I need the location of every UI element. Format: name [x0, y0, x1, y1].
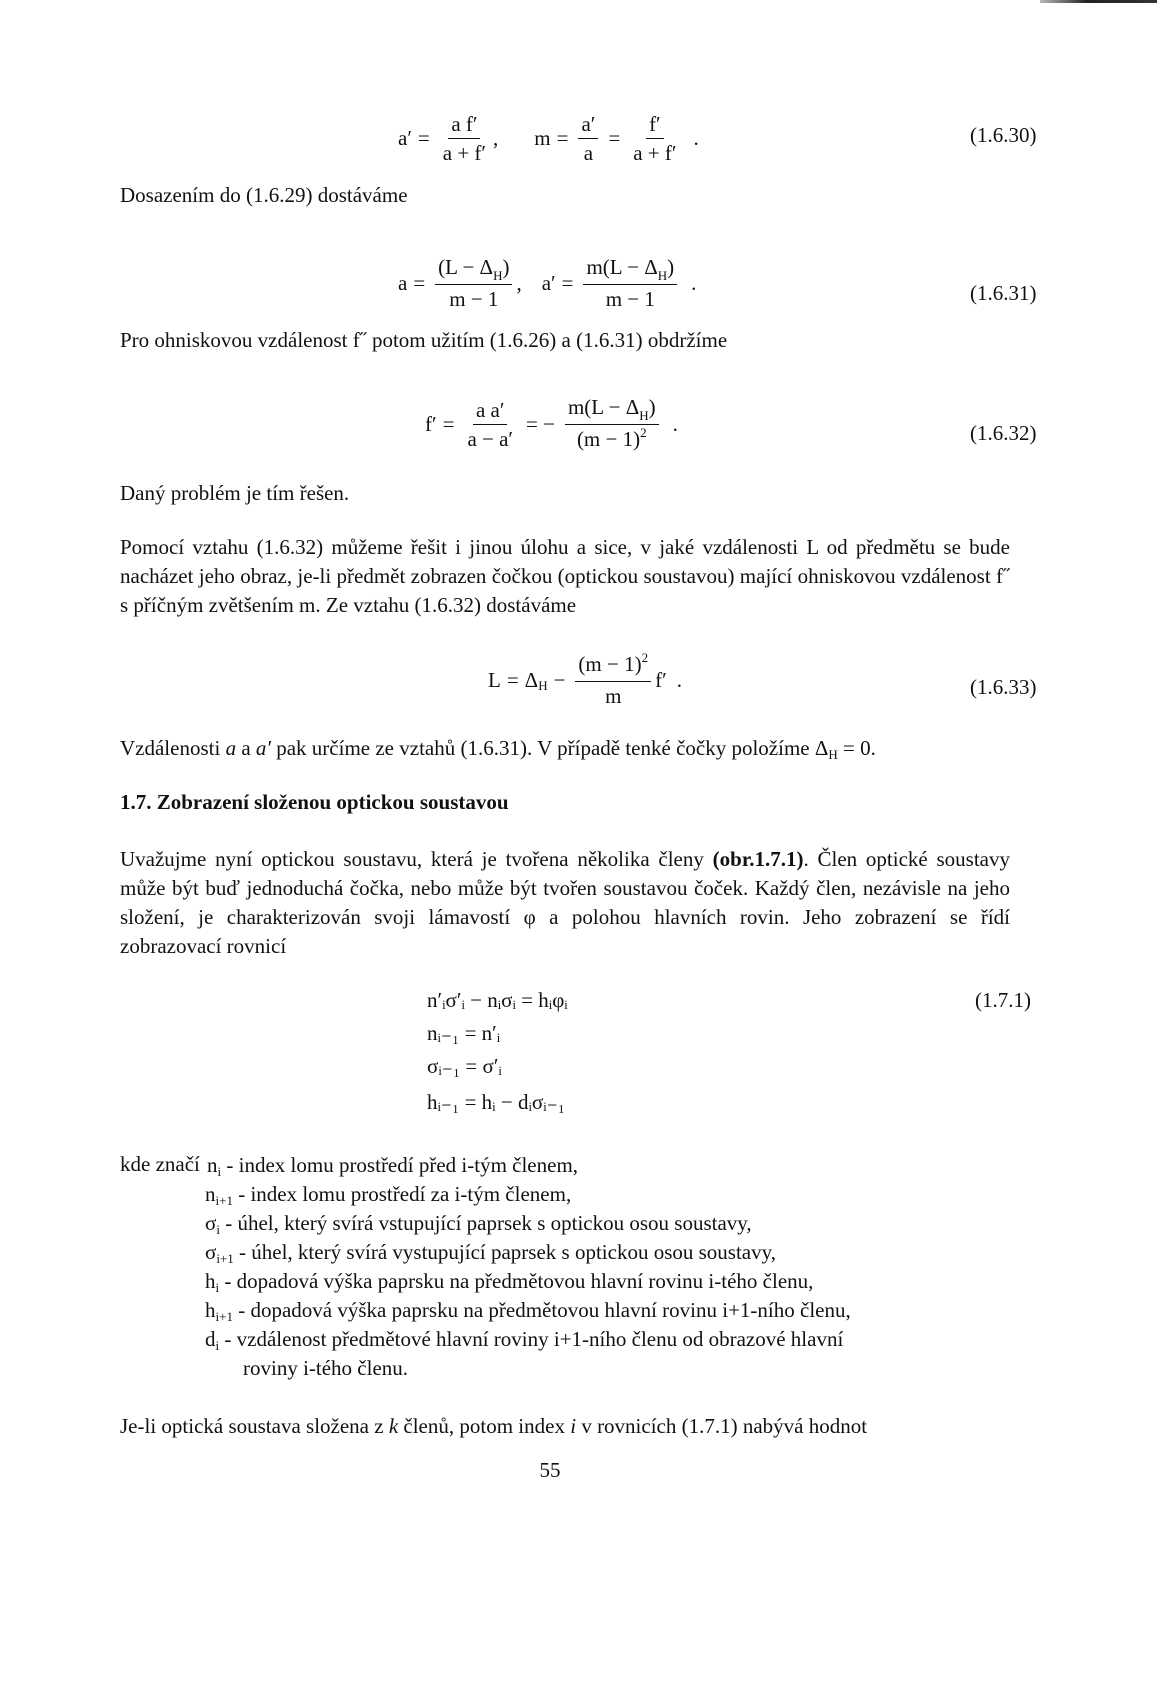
subscript: i+1	[216, 1251, 234, 1266]
eq-operator: =	[561, 270, 574, 295]
italic-var: a	[225, 736, 237, 760]
symbol: h	[205, 1298, 216, 1322]
eq-operator: =	[442, 412, 455, 436]
equation-row: nᵢ₋₁ = n′ᵢ	[427, 1021, 501, 1045]
eq-end: .	[672, 412, 678, 436]
denominator: a	[583, 141, 594, 165]
num-text: (L − Δ	[438, 255, 494, 279]
paragraph: Pro ohniskovou vzdálenost f˝ potom užitím (1.6.26) a (1.6.31) obdržíme	[120, 328, 728, 352]
symbol: h	[205, 1269, 216, 1293]
numerator	[435, 255, 512, 285]
italic-var: i	[570, 1414, 577, 1438]
equation-row: σᵢ₋₁ = σ′ᵢ	[427, 1054, 502, 1078]
denominator: a + f′	[633, 141, 677, 165]
definition-continuation: roviny i-tého členu.	[243, 1356, 409, 1380]
definition-item	[205, 1267, 1005, 1298]
paragraph	[120, 1412, 1010, 1441]
definition-item	[205, 1238, 1005, 1269]
equation-number: (1.6.33)	[970, 675, 1037, 699]
eq-operator: =	[413, 270, 426, 295]
definition-text: - dopadová výška paprsku na předmětovou hlavní rovinu i-tého členu,	[219, 1269, 814, 1293]
definition-item	[205, 1180, 1005, 1211]
superscript: 2	[641, 650, 649, 665]
fraction	[464, 398, 516, 451]
paragraph: Daný problém je tím řešen.	[120, 481, 350, 505]
denominator	[574, 425, 650, 454]
fraction	[583, 255, 677, 311]
definition-text: - úhel, který svírá vystupující paprsek s optickou osou soustavy,	[233, 1240, 777, 1264]
equation-1-6-33	[488, 652, 682, 708]
denominator: a − a′	[467, 427, 514, 451]
numerator: a a′	[473, 398, 508, 425]
equation-1-6-32	[425, 395, 678, 454]
superscript: 2	[640, 425, 647, 440]
den-text: (m − 1)	[576, 427, 641, 451]
paragraph	[120, 845, 1010, 961]
numerator	[565, 395, 659, 425]
definition-item	[205, 1209, 1005, 1240]
definition-text: - index lomu prostředí za i-tým členem,	[232, 1182, 572, 1206]
num-text: m(L − Δ	[567, 395, 640, 419]
figure-reference[interactable]: (obr.1.7.1)	[712, 847, 804, 871]
eq-term: L	[488, 667, 501, 692]
eq-operator: =	[417, 126, 430, 150]
text-run: členů, potom index	[398, 1414, 571, 1438]
eq-end: .	[693, 126, 699, 150]
subscript: i	[216, 1222, 220, 1237]
subscript: i	[215, 1338, 220, 1353]
subscript: H	[639, 408, 649, 423]
subscript: i	[215, 1280, 220, 1295]
subscript: i	[217, 1164, 222, 1179]
equation-1-6-30	[398, 112, 699, 165]
eq-operator: −	[553, 667, 566, 692]
fraction	[440, 112, 489, 165]
eq-operator: =	[556, 126, 569, 150]
subscript: H	[657, 268, 668, 283]
eq-operator: =	[506, 667, 519, 692]
equation-1-6-31	[398, 255, 696, 311]
text-run: pak určíme ze vztahů (1.6.31). V případě tenké čočky položíme Δ	[270, 736, 829, 760]
subscript: i+1	[215, 1309, 233, 1324]
eq-operator: =	[608, 126, 621, 150]
equation-row: hᵢ₋₁ = hᵢ − dᵢσᵢ₋₁	[427, 1090, 566, 1114]
eq-end: .	[676, 667, 682, 692]
eq-term: a	[398, 270, 408, 295]
fraction	[565, 395, 659, 454]
fraction	[578, 112, 598, 165]
text-run: a	[236, 736, 256, 760]
scan-edge-line	[1040, 0, 1157, 3]
symbol: d	[205, 1327, 216, 1351]
paragraph	[120, 734, 1010, 765]
num-text: )	[502, 255, 510, 279]
fraction	[630, 112, 679, 165]
definition-item	[207, 1151, 1007, 1182]
definition-item	[205, 1325, 1005, 1356]
eq-operator: = −	[526, 412, 555, 436]
definition-text: - index lomu prostředí před i-tým členem,	[221, 1153, 579, 1177]
fraction	[575, 652, 651, 708]
eq-separator: ,	[516, 270, 522, 295]
text-run: Vzdálenosti	[120, 736, 226, 760]
numerator: f′	[646, 112, 664, 139]
text-run: . Člen optické soustavy může být buď jednoduchá čočka, nebo může být tvořen soustavou čoček. Každý člen, nezávisle na jeho složení, je charakterizován svoji lámavostí φ a polohou hlavních rovin. Jeho zobrazení se řídí zobrazovací rovnicí	[120, 847, 1010, 958]
equation-number: (1.7.1)	[975, 988, 1031, 1012]
eq-term: f′	[655, 667, 667, 692]
definitions-intro	[120, 1152, 200, 1177]
page-number: 55	[539, 1458, 561, 1482]
symbol: σ	[205, 1211, 217, 1235]
text-run: = 0.	[837, 736, 876, 760]
definition-text: - úhel, který svírá vstupující paprsek s optickou osou soustavy,	[219, 1211, 752, 1235]
text-run: kde značí	[120, 1152, 200, 1176]
equation-row: n′ᵢσ′ᵢ − nᵢσᵢ = hᵢφᵢ	[427, 988, 568, 1012]
fraction	[435, 255, 512, 311]
paragraph: Pomocí vztahu (1.6.32) můžeme řešit i jinou úlohu a sice, v jaké vzdálenosti L od předmětu se bude nacházet jeho obraz, je-li předmět zobrazen čočkou (optickou soustavou) mající ohniskovou vzdálenost f˝ s příčným zvětšením m. Ze vztahu (1.6.32) dostáváme	[120, 535, 1010, 617]
italic-var: a′	[255, 736, 271, 760]
text-run: Je-li optická soustava složena z	[120, 1414, 389, 1438]
eq-term: Δ	[524, 667, 539, 692]
definition-text: - vzdálenost předmětové hlavní roviny i+1-ního členu od obrazové hlavní	[219, 1327, 844, 1351]
subscript: H	[493, 268, 503, 283]
eq-term: f′	[425, 412, 437, 436]
text-run: Uvažujme nyní optickou soustavu, která je tvořena několika členy	[120, 847, 713, 871]
subscript: i+1	[215, 1193, 233, 1208]
symbol: n	[205, 1182, 216, 1206]
eq-end: .	[691, 270, 697, 295]
numerator	[583, 255, 677, 285]
equation-number: (1.6.30)	[970, 123, 1037, 147]
eq-term: a′	[398, 126, 412, 150]
symbol: σ	[205, 1240, 217, 1264]
paragraph: Dosazením do (1.6.29) dostáváme	[120, 183, 408, 207]
subscript: H	[538, 678, 548, 693]
definition-item	[205, 1296, 1005, 1327]
eq-term: a′	[541, 270, 556, 295]
num-text: (m − 1)	[578, 652, 642, 676]
subscript: H	[828, 747, 838, 762]
equation-number: (1.6.32)	[970, 421, 1037, 445]
section-heading: 1.7. Zobrazení složenou optickou soustavou	[120, 790, 509, 814]
num-text: )	[667, 255, 675, 279]
denominator: m − 1	[605, 287, 655, 311]
denominator: m − 1	[449, 287, 499, 311]
eq-separator: ,	[493, 126, 499, 150]
num-text: )	[648, 395, 656, 419]
denominator: a + f′	[442, 141, 487, 165]
numerator	[575, 652, 651, 682]
symbol: n	[207, 1153, 218, 1177]
numerator: a′	[578, 112, 598, 139]
text-run: v rovnicích (1.7.1) nabývá hodnot	[576, 1414, 868, 1438]
definition-text: - dopadová výška paprsku na předmětovou hlavní rovinu i+1-ního členu,	[232, 1298, 851, 1322]
denominator: m	[605, 684, 622, 708]
num-text: m(L − Δ	[586, 255, 658, 279]
eq-term: m	[534, 126, 551, 150]
equation-number: (1.6.31)	[970, 281, 1037, 305]
numerator: a f′	[448, 112, 480, 139]
italic-var: k	[388, 1414, 399, 1438]
